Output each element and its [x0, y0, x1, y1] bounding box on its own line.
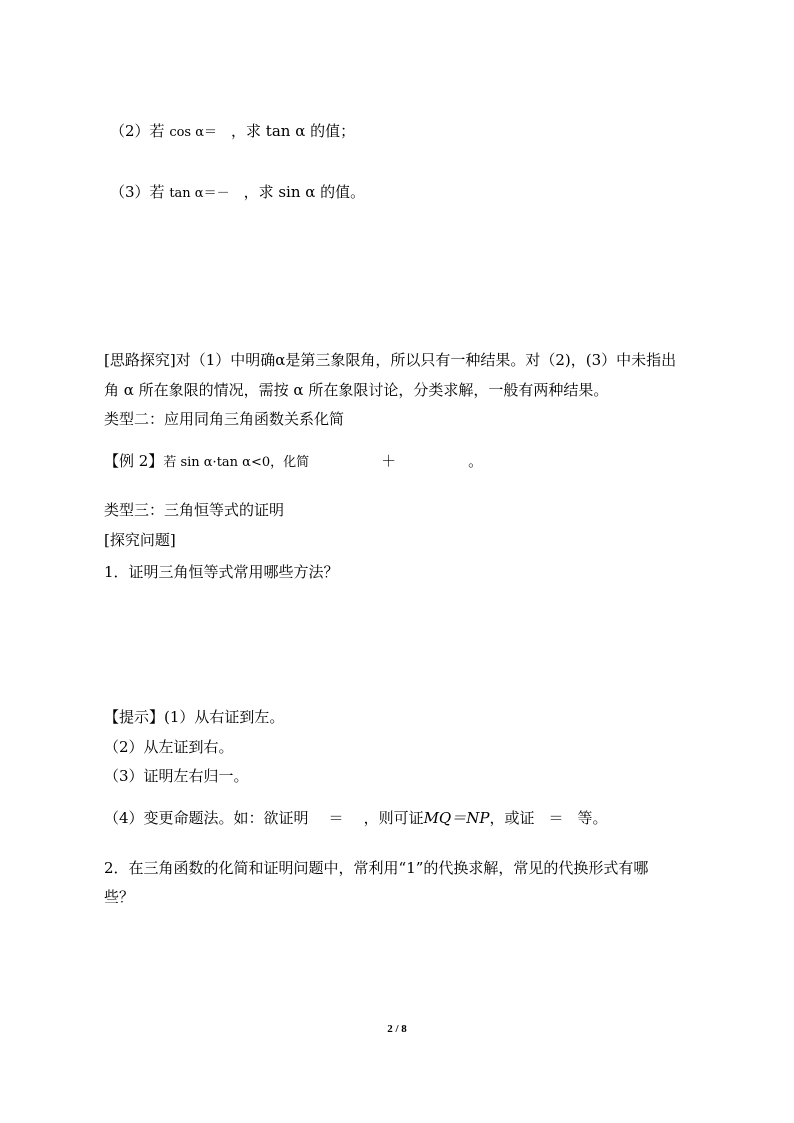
explore-question-1: 1．证明三角恒等式常用哪些方法？ — [104, 563, 339, 581]
q2-number: （2）若 — [110, 122, 165, 140]
hint-text-1: (1）从右证到左。 — [164, 708, 285, 726]
q3-expression: tan α＝－ — [169, 186, 230, 201]
example-2-end: 。 — [468, 452, 484, 470]
hint-4-text-a: （4）变更命题法。如：欲证明 — [104, 809, 309, 827]
hint-item-3: （3）证明左右归一。 — [104, 767, 249, 785]
hint-label: 【提示】 — [104, 708, 165, 726]
hint-item-1 — [104, 707, 284, 727]
explore-question-2-line-1: 2．在三角函数的化简和证明问题中，常利用“1”的代换求解，常见的代换形式有哪 — [104, 859, 649, 877]
explore-heading: [探究问题] — [104, 531, 176, 549]
hint-4-text-c: ，或证 — [489, 809, 535, 827]
explore-question-2-line-2: 些？ — [104, 888, 135, 906]
q3-rest: ，求 sin α 的值。 — [243, 183, 366, 201]
hint-4-text-d: 等。 — [577, 809, 608, 827]
page-number: 2 / 8 — [387, 1023, 407, 1035]
hint-item-2: （2）从左证到右。 — [104, 738, 234, 756]
mq-np-expression: MQ＝NP — [423, 809, 490, 827]
analysis-line-1: [思路探究]对（1）中明确α是第三象限角，所以只有一种结果。对（2)，(3）中未指出 — [104, 351, 677, 369]
equals-sign-2: ＝ — [548, 809, 564, 827]
example-2-text: 若 sin α·tan α<0，化简 — [163, 455, 310, 470]
type3-heading: 类型三：三角恒等式的证明 — [104, 501, 285, 519]
q2-expression: cos α＝ — [169, 125, 218, 140]
plus-sign: ＋ — [381, 452, 397, 470]
q2-rest: ，求 tan α 的值； — [231, 122, 356, 140]
example-2 — [104, 451, 483, 473]
q3-number: （3）若 — [110, 183, 165, 201]
analysis-line-2: 角 α 所在象限的情况，需按 α 所在象限讨论，分类求解，一般有两种结果。 — [104, 381, 609, 399]
question-2 — [110, 121, 355, 143]
type2-heading: 类型二：应用同角三角函数关系化简 — [104, 410, 345, 428]
equals-sign-1: ＝ — [328, 809, 344, 827]
hint-4-text-b: ，则可证 — [363, 809, 424, 827]
example-2-label: 【例 2】 — [104, 452, 164, 470]
hint-item-4 — [104, 808, 608, 828]
question-3 — [110, 182, 365, 204]
